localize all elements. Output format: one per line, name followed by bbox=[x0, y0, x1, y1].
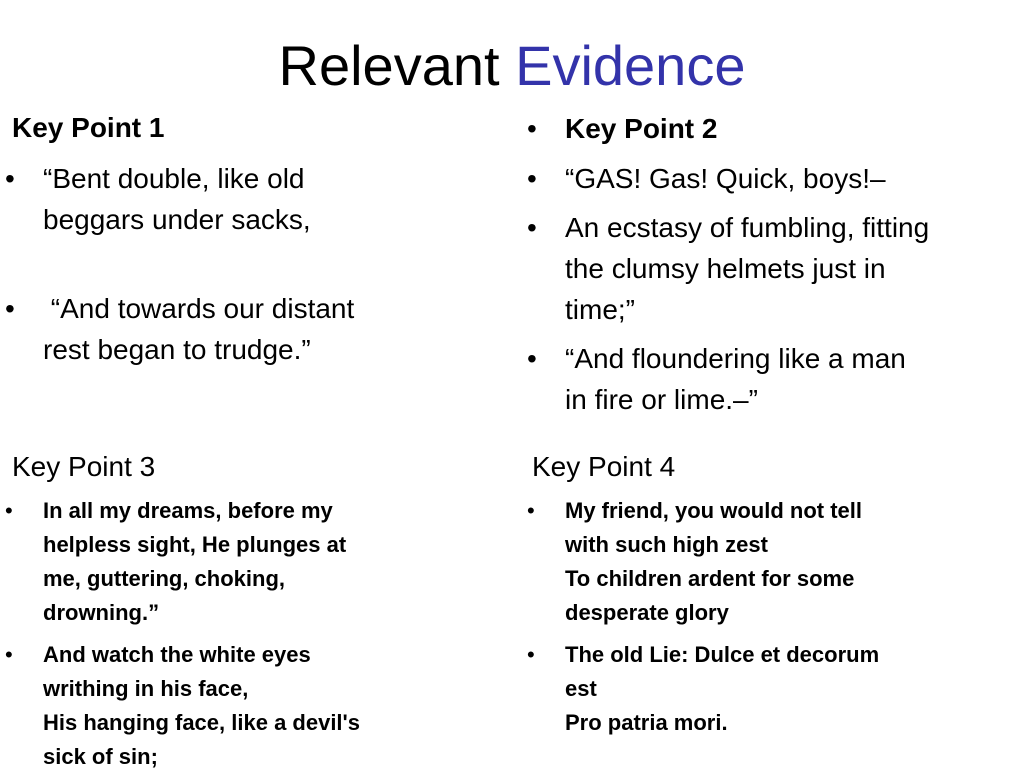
kp2-heading-bullet bbox=[522, 108, 717, 149]
kp3-bullet-1 bbox=[0, 494, 346, 630]
bullet-text: And watch the white eyes writhing in his face, His hanging face, like a devil's sick of sin; bbox=[43, 642, 361, 769]
bullet-text: The old Lie: Dulce et decorum est Pro patria mori. bbox=[565, 642, 880, 735]
bullet-text: “Bent double, like old beggars under sacks, bbox=[43, 163, 311, 235]
kp1-bullet-2 bbox=[0, 288, 354, 370]
title-text: Relevant bbox=[278, 34, 516, 97]
kp3-bullet-2 bbox=[0, 638, 360, 774]
bullet-icon: • bbox=[527, 343, 537, 374]
kp1-heading: Key Point 1 bbox=[12, 112, 165, 143]
kp4-bullet-1 bbox=[522, 494, 862, 630]
kp2-bullet-1 bbox=[522, 158, 886, 199]
bullet-icon: • bbox=[527, 113, 537, 144]
kp2-bullet-3 bbox=[522, 338, 906, 420]
bullet-icon: • bbox=[527, 212, 537, 243]
bullet-icon: • bbox=[5, 498, 13, 523]
kp4-bullet-2 bbox=[522, 638, 879, 740]
bullet-text: An ecstasy of fumbling, fitting the clumsy helmets just in time;” bbox=[565, 212, 930, 325]
bullet-text: “And towards our distant rest began to trudge.” bbox=[43, 293, 355, 365]
bullet-icon: • bbox=[5, 293, 15, 324]
bullet-text: In all my dreams, before my helpless sight, He plunges at me, guttering, choking, drowning.” bbox=[43, 498, 347, 625]
kp4-heading: Key Point 4 bbox=[532, 451, 676, 482]
bullet-icon: • bbox=[527, 498, 535, 523]
kp2-heading: Key Point 2 bbox=[565, 113, 718, 144]
bullet-icon: • bbox=[5, 642, 13, 667]
bullet-text: My friend, you would not tell with such high zest To children ardent for some desperate glory bbox=[565, 498, 862, 625]
bullet-text: “And floundering like a man in fire or lime.–” bbox=[565, 343, 906, 415]
bullet-text: “GAS! Gas! Quick, boys!– bbox=[565, 163, 886, 194]
kp3-heading: Key Point 3 bbox=[12, 451, 156, 482]
kp1-bullet-1 bbox=[0, 158, 311, 240]
bullet-icon: • bbox=[527, 163, 537, 194]
title-accent: Evidence bbox=[515, 34, 746, 97]
kp2-bullet-2 bbox=[522, 207, 929, 330]
bullet-icon: • bbox=[527, 642, 535, 667]
bullet-icon: • bbox=[5, 163, 15, 194]
slide-title bbox=[0, 30, 1024, 102]
